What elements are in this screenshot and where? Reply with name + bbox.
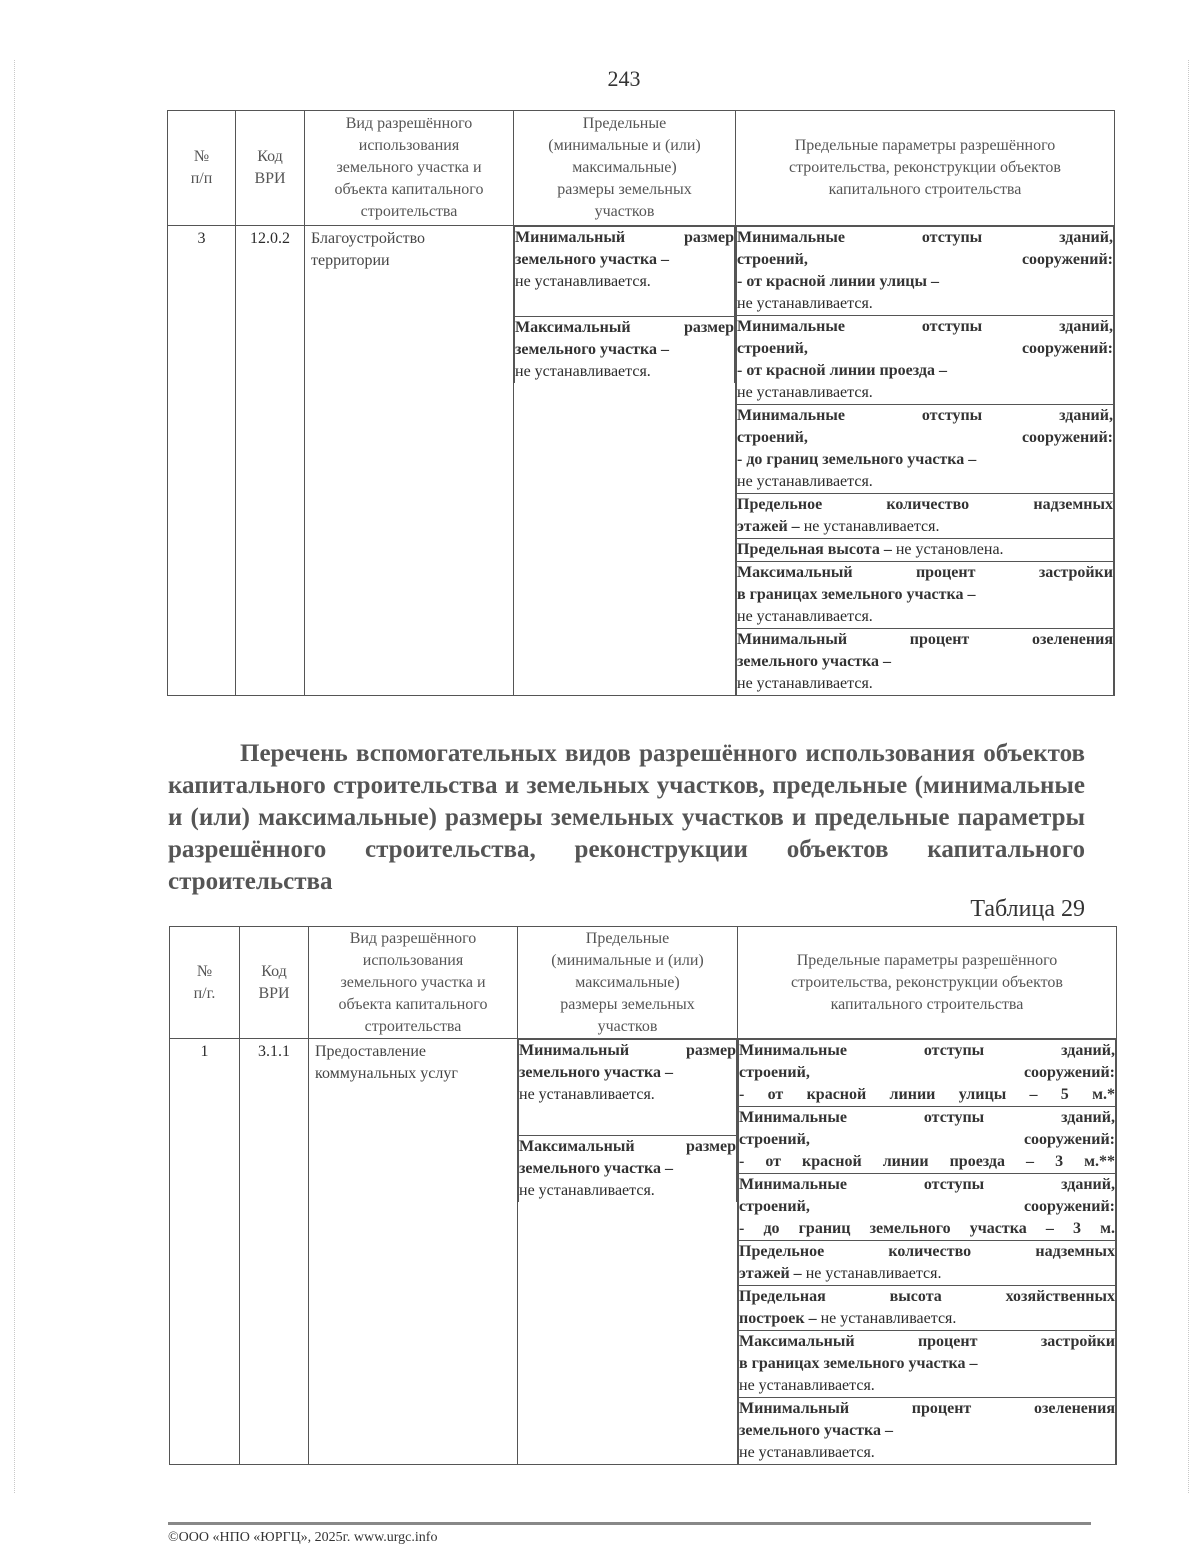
row-use-kind: Предоставление коммунальных услуг bbox=[309, 1039, 518, 1465]
param-list bbox=[736, 226, 1114, 695]
param-cell bbox=[737, 405, 1114, 494]
param-row bbox=[739, 1107, 1116, 1174]
param-cell bbox=[739, 1174, 1116, 1241]
param-line: Минимальные отступы зданий, bbox=[739, 1109, 1115, 1126]
param-row bbox=[739, 1040, 1116, 1107]
param-line: Минимальный процент озеленения bbox=[737, 631, 1113, 648]
param-row bbox=[737, 562, 1114, 629]
max-size-cell: Максимальный размер земельного участка – не устанавливается. bbox=[519, 1136, 737, 1203]
param-list bbox=[738, 1039, 1116, 1464]
footer-copyright: ©ООО «НПО «ЮРГЦ», 2025г. www.urgc.info bbox=[168, 1530, 438, 1545]
param-cell bbox=[737, 562, 1114, 629]
param-row bbox=[739, 1398, 1116, 1465]
max-size-cell: Максимальный размер земельного участка – не устанавливается. bbox=[515, 317, 735, 384]
param-line: строений, сооружений: bbox=[739, 1198, 1115, 1215]
param-line: Минимальные отступы зданий, bbox=[737, 318, 1113, 335]
table-row bbox=[168, 226, 1115, 696]
col-use-kind: Вид разрешённого использования земельного участка и объекта капитального строительства bbox=[309, 927, 518, 1039]
col-code: Код ВРИ bbox=[240, 927, 309, 1039]
zoning-table-main bbox=[167, 110, 1115, 696]
param-line: строений, сооружений: bbox=[737, 340, 1113, 357]
row-number: 3 bbox=[168, 226, 236, 696]
param-cell bbox=[737, 227, 1114, 316]
row-code: 3.1.1 bbox=[240, 1039, 309, 1465]
col-parameters: Предельные параметры разрешённого строительства, реконструкции объектов капитального строительства bbox=[738, 927, 1117, 1039]
row-code: 12.0.2 bbox=[236, 226, 305, 696]
param-row bbox=[739, 1331, 1116, 1398]
param-value: не устанавливается. bbox=[737, 384, 873, 401]
param-line: этажей – bbox=[737, 518, 800, 535]
param-cell bbox=[739, 1040, 1116, 1107]
param-line: Минимальный процент озеленения bbox=[739, 1400, 1115, 1417]
param-value: не устанавливается. bbox=[739, 1444, 875, 1461]
param-value: не установлена. bbox=[891, 541, 1004, 558]
param-value: не устанавливается. bbox=[816, 1310, 957, 1327]
param-line: Предельная высота хозяйственных bbox=[739, 1288, 1115, 1305]
param-value: не устанавливается. bbox=[801, 1265, 942, 1282]
param-line: построек – bbox=[739, 1310, 817, 1327]
param-cell bbox=[739, 1286, 1116, 1331]
param-line: - от красной линии улицы – 5 м.* bbox=[739, 1086, 1115, 1103]
row-parameters bbox=[736, 226, 1115, 696]
param-cell bbox=[737, 494, 1114, 539]
col-parameters: Предельные параметры разрешённого строительства, реконструкции объектов капитального строительства bbox=[736, 111, 1115, 226]
param-line: Минимальные отступы зданий, bbox=[737, 229, 1113, 246]
param-line: Минимальные отступы зданий, bbox=[737, 407, 1113, 424]
param-cell bbox=[739, 1331, 1116, 1398]
section-heading: Перечень вспомогательных видов разрешённого использования объектов капитального строительства и земельных участков, предельные (минимальные и (или) максимальные) размеры земельных участков и предельные параметры разрешённого строительства, реконструкции объектов капитального строительства bbox=[168, 740, 1085, 895]
param-line: этажей – bbox=[739, 1265, 802, 1282]
row-number: 1 bbox=[170, 1039, 240, 1465]
min-size-cell: Минимальный размер земельного участка – не устанавливается. bbox=[519, 1040, 737, 1136]
param-row bbox=[737, 629, 1114, 696]
col-number: № п/г. bbox=[170, 927, 240, 1039]
param-cell bbox=[737, 539, 1114, 562]
table-header-row bbox=[168, 111, 1115, 226]
param-line: в границах земельного участка – bbox=[739, 1355, 978, 1372]
param-cell bbox=[739, 1241, 1116, 1286]
param-cell bbox=[737, 316, 1114, 405]
param-line: строений, сооружений: bbox=[737, 429, 1113, 446]
row-plot-size bbox=[514, 226, 736, 696]
min-size-cell: Минимальный размер земельного участка – не устанавливается. bbox=[515, 227, 735, 317]
footer-rule bbox=[168, 1522, 1091, 1525]
param-line: - от красной линии улицы – bbox=[737, 273, 939, 290]
row-plot-size bbox=[518, 1039, 738, 1465]
param-line: Предельное количество надземных bbox=[739, 1243, 1115, 1260]
param-line: строений, сооружений: bbox=[737, 251, 1113, 268]
param-row bbox=[737, 405, 1114, 494]
param-value: не устанавливается. bbox=[737, 473, 873, 490]
col-number: № п/п bbox=[168, 111, 236, 226]
param-row bbox=[739, 1241, 1116, 1286]
row-use-kind: Благоустройство территории bbox=[305, 226, 514, 696]
param-line: - до границ земельного участка – bbox=[737, 451, 977, 468]
table-caption: Таблица 29 bbox=[970, 896, 1085, 922]
param-line: Предельное количество надземных bbox=[737, 496, 1113, 513]
param-row bbox=[737, 316, 1114, 405]
param-line: земельного участка – bbox=[737, 653, 892, 670]
param-value: не устанавливается. bbox=[737, 608, 873, 625]
col-use-kind: Вид разрешённого использования земельного участка и объекта капитального строительства bbox=[305, 111, 514, 226]
param-value: не устанавливается. bbox=[739, 1377, 875, 1394]
param-line: Минимальные отступы зданий, bbox=[739, 1176, 1115, 1193]
param-cell bbox=[739, 1107, 1116, 1174]
param-line: - от красной линии проезда – bbox=[737, 362, 947, 379]
page-number: 243 bbox=[607, 66, 641, 91]
param-value: не устанавливается. bbox=[737, 295, 873, 312]
param-line: Максимальный процент застройки bbox=[739, 1333, 1115, 1350]
param-line: - до границ земельного участка – 3 м. bbox=[739, 1220, 1115, 1237]
param-line: строений, сооружений: bbox=[739, 1064, 1115, 1081]
param-row bbox=[739, 1286, 1116, 1331]
param-line: Предельная высота – bbox=[737, 541, 892, 558]
col-plot-size: Предельные (минимальные и (или) максимальные) размеры земельных участков bbox=[514, 111, 736, 226]
param-line: земельного участка – bbox=[739, 1422, 894, 1439]
param-row bbox=[737, 539, 1114, 562]
col-plot-size: Предельные (минимальные и (или) максимальные) размеры земельных участков bbox=[518, 927, 738, 1039]
scan-edge bbox=[1188, 60, 1190, 1493]
param-value: не устанавливается. bbox=[799, 518, 940, 535]
zoning-table-auxiliary bbox=[169, 926, 1117, 1465]
table-row bbox=[170, 1039, 1117, 1465]
row-parameters bbox=[738, 1039, 1117, 1465]
param-cell bbox=[739, 1398, 1116, 1465]
param-value: не устанавливается. bbox=[737, 675, 873, 692]
param-row bbox=[737, 494, 1114, 539]
param-line: Максимальный процент застройки bbox=[737, 564, 1113, 581]
scan-edge bbox=[14, 60, 16, 1493]
param-line: Минимальные отступы зданий, bbox=[739, 1042, 1115, 1059]
param-line: в границах земельного участка – bbox=[737, 586, 976, 603]
param-row bbox=[737, 227, 1114, 316]
table-header-row bbox=[170, 927, 1117, 1039]
col-code: Код ВРИ bbox=[236, 111, 305, 226]
param-row bbox=[739, 1174, 1116, 1241]
param-line: - от красной линии проезда – 3 м.** bbox=[739, 1153, 1115, 1170]
param-line: строений, сооружений: bbox=[739, 1131, 1115, 1148]
param-cell bbox=[737, 629, 1114, 696]
